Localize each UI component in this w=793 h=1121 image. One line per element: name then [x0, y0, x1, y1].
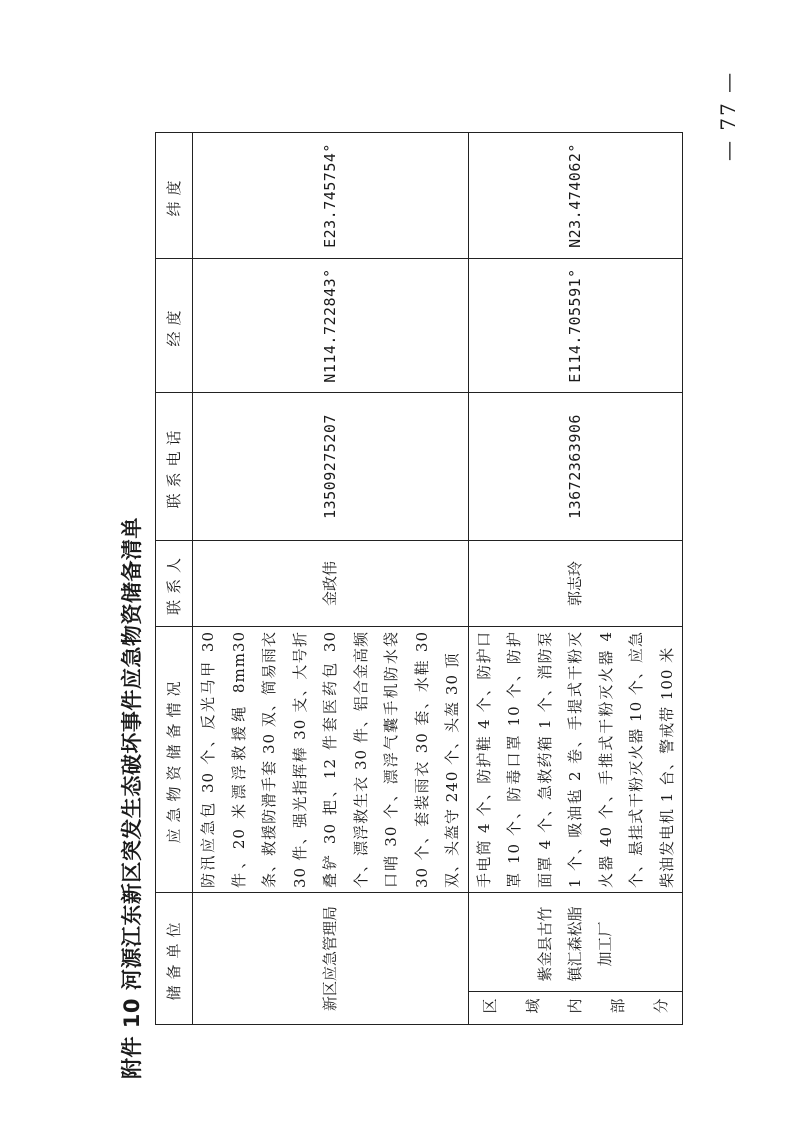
header-longitude: 经度	[156, 259, 193, 393]
storage-unit-cell	[468, 893, 683, 1025]
latitude-value: N23.474062°	[468, 133, 683, 259]
region-label-char: 域	[523, 998, 542, 1014]
table-row	[468, 133, 683, 1025]
header-latitude: 纬度	[156, 133, 193, 259]
region-label-char: 区	[480, 998, 499, 1014]
region-label-char: 内	[566, 998, 585, 1014]
storage-unit: 新区应急管理局	[193, 893, 469, 1025]
region-label-char: 部	[608, 998, 627, 1014]
header-phone: 联系电话	[156, 393, 193, 541]
table-header-row	[156, 133, 193, 1025]
contact-phone: 13509275207	[193, 393, 469, 541]
table-row	[193, 133, 469, 1025]
contact-person: 金政伟	[193, 541, 469, 627]
page-number: — 77 —	[716, 70, 740, 161]
document-title: 附件 10 河源江东新区突发生态破坏事件应急物资储备清单	[120, 517, 144, 1079]
materials-description: 防汛应急包 30 个、反光马甲 30 件、20 米漂浮救援绳 8mm30 条、救援防滑手套 30 双、简易雨衣 30 件、强光指挥棒 30 支、大号折叠铲 30 把、12 件套医药包 30 个、漂浮救生衣 30 件、铝合金高频口哨 30 个、漂浮气囊手机防水袋 30 个、套装雨衣 30 套、水鞋 30 双、头盔守 240 个、头盔 30 顶	[193, 627, 469, 893]
region-label	[469, 991, 683, 1020]
contact-phone: 13672363906	[468, 393, 683, 541]
header-materials: 应急物资储备情况	[156, 627, 193, 893]
contact-person: 郭志玲	[468, 541, 683, 627]
longitude-value: N114.722843°	[193, 259, 469, 393]
materials-description: 手电筒 4 个、防护鞋 4 个、防护口罩 10 个、防毒口罩 10 个、防护面罩 4 个、急救药箱 1 个、消防泵 1 个、吸油毡 2 卷、手提式干粉灭火器 40 个、手推式干粉灭火器 4 个、悬挂式干粉灭火器 10 个、应急柴油发电机 1 台、警戒带 100 米	[468, 627, 683, 893]
header-unit: 储备单位	[156, 893, 193, 1025]
longitude-value: E114.705591°	[468, 259, 683, 393]
materials-table	[155, 132, 683, 1025]
region-label-char: 分	[651, 998, 670, 1014]
latitude-value: E23.745754°	[193, 133, 469, 259]
storage-unit: 紫金县古竹镇汇森松脂加工厂	[536, 906, 615, 982]
header-contact: 联系人	[156, 541, 193, 627]
